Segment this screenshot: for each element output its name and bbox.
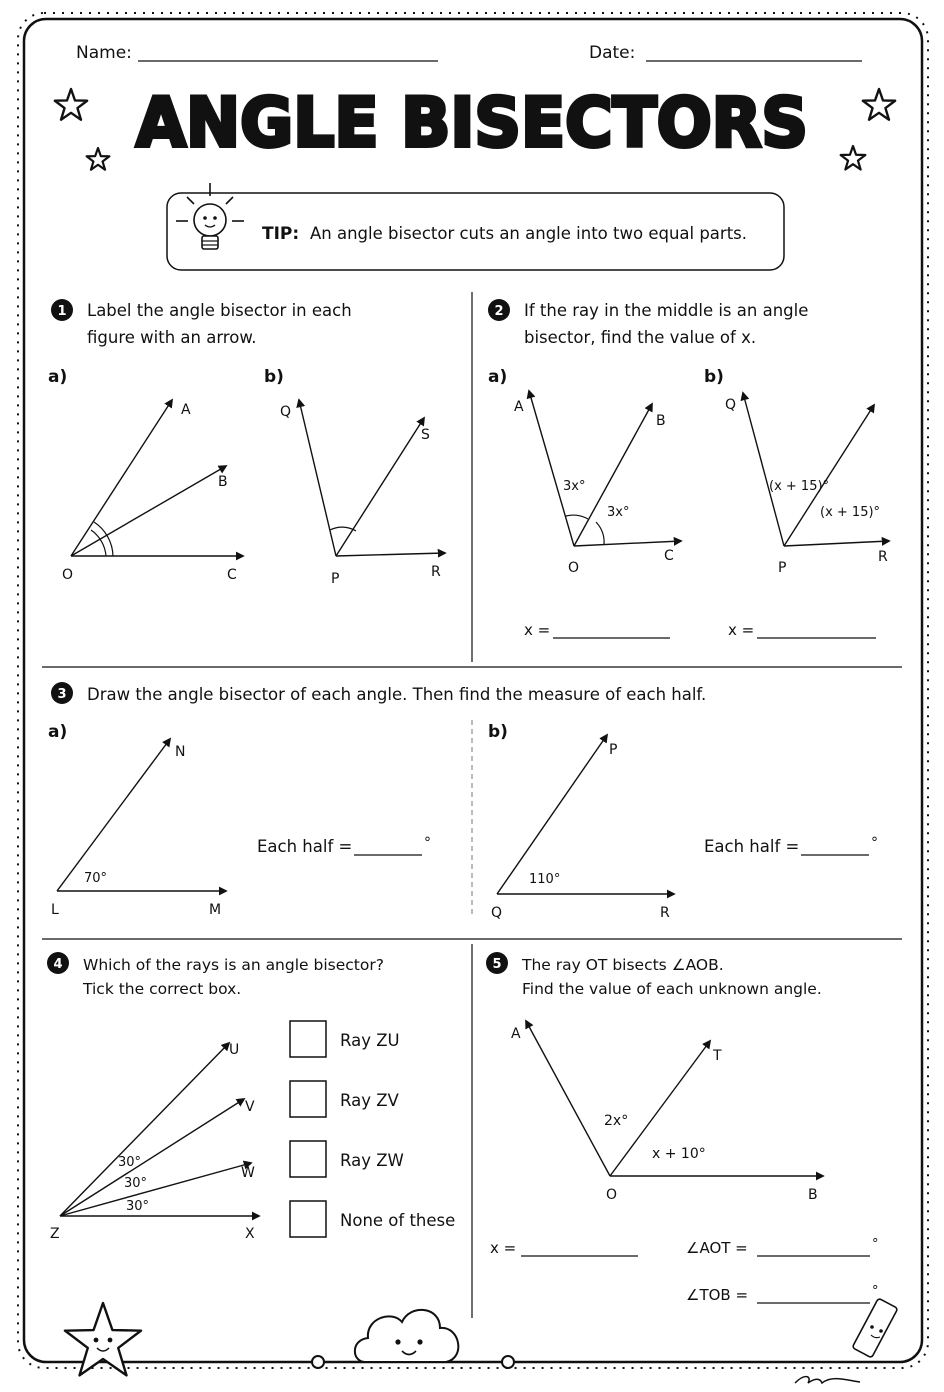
q1b-label-r: R [431, 564, 441, 580]
q5-label-a: A [511, 1026, 521, 1042]
option-ray-zu: Ray ZU [340, 1031, 400, 1050]
q4-angle-2: 30° [124, 1176, 148, 1191]
page-title: ANGLE BISECTORS [136, 84, 808, 163]
q4-label-x: X [245, 1226, 255, 1242]
q2b-answer-label: x = [728, 621, 755, 639]
q3a-answer-label: Each half = [257, 837, 353, 856]
q1-line2: figure with an arrow. [87, 328, 257, 347]
star-icon [55, 89, 87, 120]
q2b-part: b) [704, 367, 724, 387]
q2a-part: a) [488, 367, 508, 387]
q1b-label-q: Q [280, 404, 292, 420]
q5-label-b: B [808, 1187, 818, 1203]
q2-line1: If the ray in the middle is an angle [524, 301, 809, 320]
q2b-label-p: P [778, 560, 787, 576]
star-icon [87, 148, 110, 170]
q4-label-z: Z [50, 1226, 60, 1242]
option-none: None of these [340, 1211, 456, 1230]
q1a-label-b: B [218, 474, 228, 490]
q5-line2: Find the value of each unknown angle. [522, 980, 822, 998]
option-ray-zw: Ray ZW [340, 1151, 404, 1170]
q3a-label-n: N [175, 744, 186, 760]
question-number: 1 [57, 304, 67, 319]
q1b-label-p: P [331, 571, 340, 587]
pencil-icon [852, 1298, 898, 1358]
q5-answer-tob-label: ∠TOB = [686, 1286, 749, 1304]
smiling-star-icon [65, 1303, 141, 1375]
q4-line2: Tick the correct box. [83, 980, 242, 998]
q3b-label-p: P [609, 742, 618, 758]
question-number: 5 [492, 957, 502, 972]
q2a-label-a: A [514, 399, 524, 415]
q3b-answer-label: Each half = [704, 837, 800, 856]
q5-line1: The ray OT bisects ∠AOB. [522, 956, 724, 974]
q3b-label-q: Q [491, 905, 503, 921]
smiling-cloud-icon [355, 1310, 458, 1362]
question-number: 2 [494, 304, 504, 319]
q4-angle-1: 30° [118, 1155, 142, 1170]
q3a-figure [57, 739, 226, 891]
q3b-figure [497, 735, 674, 894]
tip-label: TIP: [262, 224, 300, 244]
q3a-label-m: M [209, 902, 222, 918]
q3a-part: a) [48, 722, 68, 742]
star-icon [863, 89, 895, 120]
checkbox-ray-zw[interactable] [290, 1141, 326, 1177]
date-label: Date: [589, 43, 636, 63]
ring-icon [502, 1356, 514, 1368]
q2b-label-r: R [878, 549, 888, 565]
question-number: 3 [57, 687, 67, 702]
star-icon [841, 146, 866, 170]
q5-answer-aot-label: ∠AOT = [686, 1239, 748, 1257]
tip-text: An angle bisector cuts an angle into two equal parts. [310, 224, 748, 243]
checkbox-ray-zv[interactable] [290, 1081, 326, 1117]
q3a-angle: 70° [84, 871, 108, 886]
q4-figure [60, 1043, 259, 1216]
q1a-part: a) [48, 367, 68, 387]
q1a-label-o: O [62, 567, 74, 583]
q1b-label-s: S [421, 427, 430, 443]
q3b-unit: ° [871, 835, 878, 851]
q2b-angle1: (x + 15)° [769, 479, 830, 494]
q3b-angle: 110° [529, 872, 561, 887]
checkbox-ray-zu[interactable] [290, 1021, 326, 1057]
checkbox-none[interactable] [290, 1201, 326, 1237]
q2b-label-q: Q [725, 397, 737, 413]
q3b-part: b) [488, 722, 508, 742]
q2a-answer-label: x = [524, 621, 551, 639]
q5-angle1: 2x° [604, 1113, 629, 1129]
q3a-label-l: L [51, 902, 59, 918]
q5-label-t: T [713, 1048, 722, 1064]
name-label: Name: [76, 43, 132, 63]
scribble-icon [795, 1377, 860, 1383]
q2a-label-o: O [568, 560, 580, 576]
q1a-label-c: C [227, 567, 237, 583]
q2a-label-b: B [656, 413, 666, 429]
q4-label-w: W [241, 1165, 255, 1181]
ring-icon [312, 1356, 324, 1368]
q1a-label-a: A [181, 402, 191, 418]
q2b-angle2: (x + 15)° [820, 505, 881, 520]
q5-answer-x-label: x = [490, 1239, 517, 1257]
option-ray-zv: Ray ZV [340, 1091, 399, 1110]
q3b-label-r: R [660, 905, 670, 921]
q3a-unit: ° [424, 835, 431, 851]
q4-line1: Which of the rays is an angle bisector? [83, 956, 384, 974]
q5-aot-unit: ° [872, 1237, 879, 1252]
q1b-figure [299, 400, 445, 556]
q4-label-v: V [245, 1099, 255, 1115]
q1b-part: b) [264, 367, 284, 387]
q5-label-o: O [606, 1187, 618, 1203]
question-number: 4 [53, 957, 63, 972]
q2b-figure [743, 393, 889, 546]
q1-line1: Label the angle bisector in each [87, 301, 352, 320]
q5-tob-unit: ° [872, 1284, 879, 1299]
q2a-angle1: 3x° [563, 479, 586, 494]
q5-angle2: x + 10° [652, 1146, 706, 1162]
q2-line2: bisector, find the value of x. [524, 328, 757, 347]
q2a-angle2: 3x° [607, 505, 630, 520]
q3-text: Draw the angle bisector of each angle. Then find the measure of each half. [87, 685, 707, 704]
q4-label-u: U [229, 1042, 240, 1058]
q2a-label-c: C [664, 548, 674, 564]
q4-angle-3: 30° [126, 1199, 150, 1214]
